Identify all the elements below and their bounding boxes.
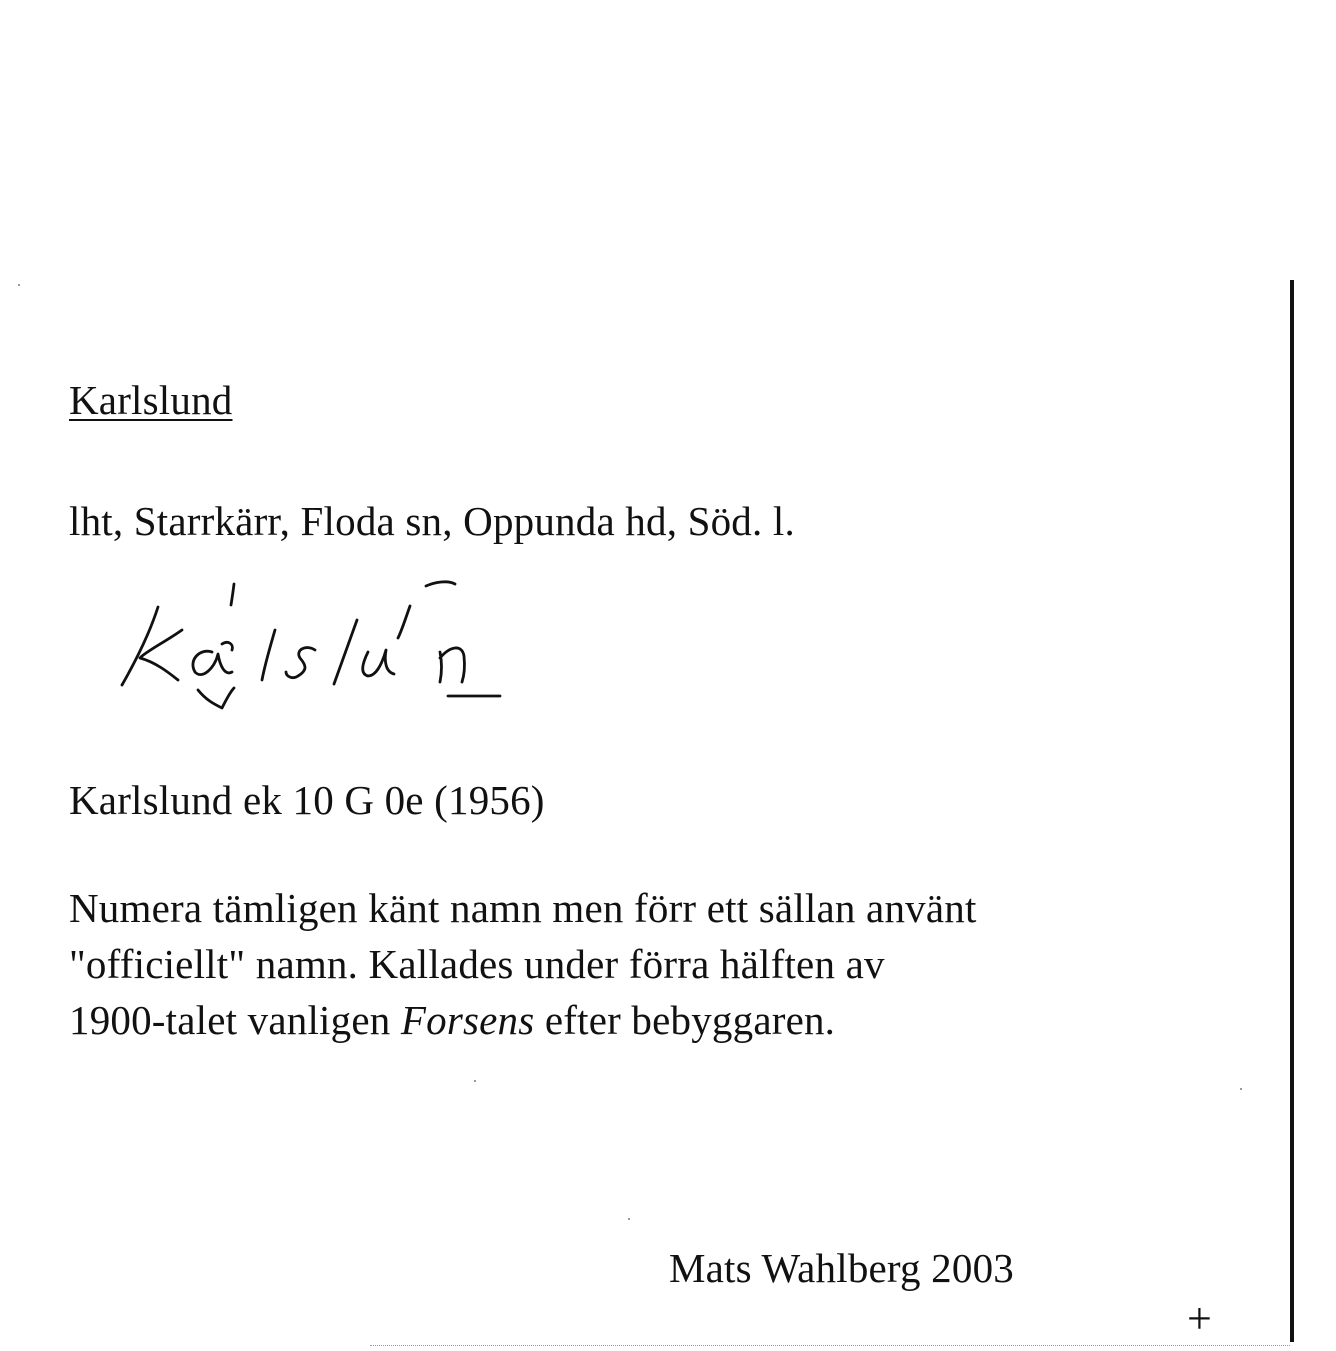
map-reference: Karlslund ek 10 G 0e (1956) (69, 777, 545, 823)
handwritten-pronunciation (110, 572, 510, 722)
author-signature: Mats Wahlberg 2003 (669, 1245, 1014, 1291)
card-title: Karlslund (69, 377, 233, 423)
note-paragraph (69, 880, 1169, 1048)
right-edge-rule (1290, 280, 1294, 1342)
scan-speck (628, 1218, 630, 1220)
note-line-3 (69, 992, 1169, 1048)
scan-speck (1240, 1088, 1242, 1090)
note-line-2: "officiellt" namn. Kallades under förra hälften av (69, 941, 885, 987)
note-line-3-suffix: efter bebyggaren. (534, 997, 836, 1043)
bottom-edge-dots (370, 1345, 1290, 1347)
location-line: lht, Starrkärr, Floda sn, Oppunda hd, Söd. l. (69, 498, 795, 544)
note-line-1: Numera tämligen känt namn men förr ett sällan använt (69, 885, 977, 931)
corner-plus-mark: + (1187, 1294, 1213, 1343)
scan-speck (474, 1080, 476, 1082)
note-italic-name: Forsens (400, 997, 535, 1043)
note-line-3-prefix: 1900-talet vanligen (69, 997, 401, 1043)
scan-speck (18, 284, 20, 286)
